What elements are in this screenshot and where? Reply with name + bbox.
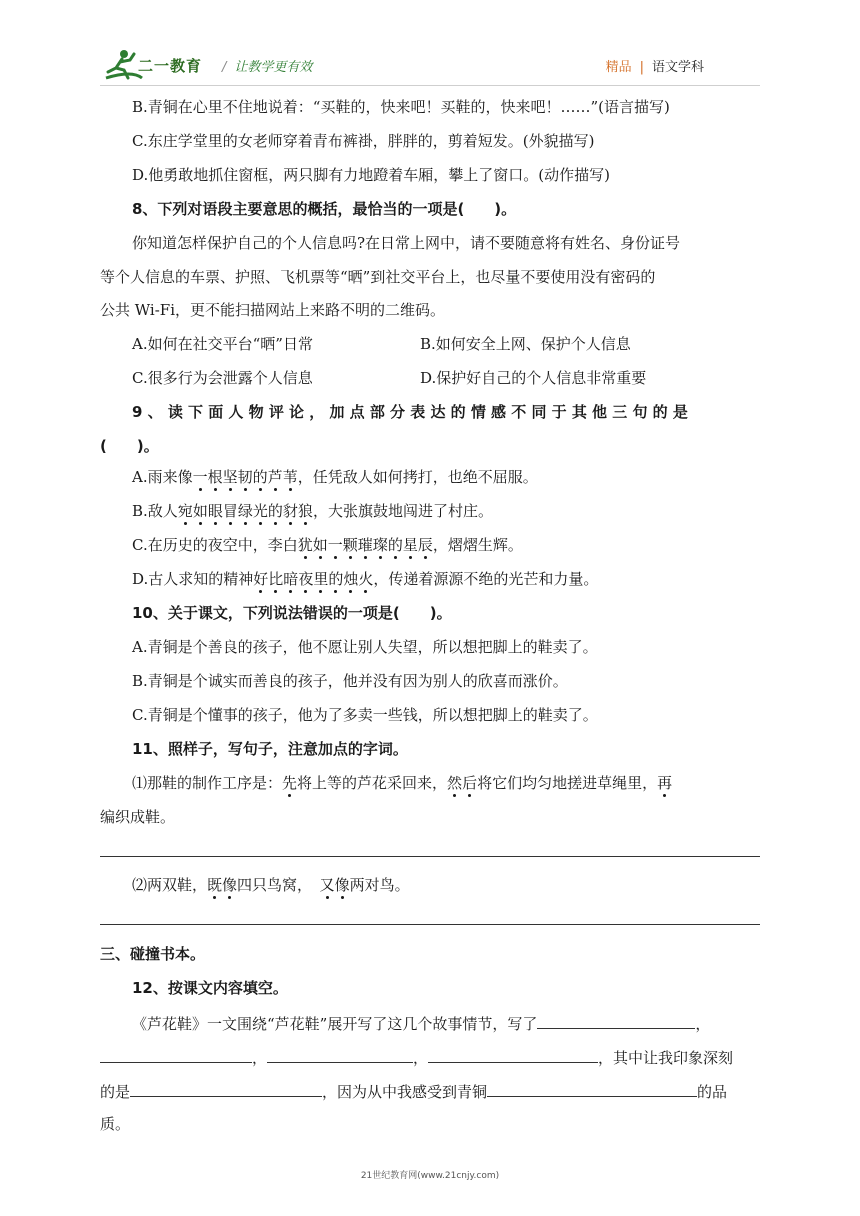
dotted-char: 光 [252, 502, 268, 520]
fill-blank-6[interactable] [487, 1080, 697, 1097]
q8-option-b: B.如何安全上网、保护个人信息 [420, 335, 631, 353]
dotted-word [282, 774, 297, 792]
header-divider [100, 85, 760, 86]
q8-option-a: A.如何在社交平台“晒”日常 [132, 335, 313, 353]
q9-option-d: D.古人求知的精神好比暗夜里的烛火，传递着源源不绝的光芒和力量。 [132, 570, 599, 588]
q12-line-4: 质。 [100, 1115, 131, 1133]
dotted-char: 烛 [343, 570, 359, 588]
quality-label: 精品 [605, 60, 632, 75]
dotted-char: 绿 [237, 502, 253, 520]
dotted-char: 既 [207, 876, 223, 894]
dotted-char: 璨 [372, 536, 388, 554]
dotted-char: 的 [252, 468, 268, 486]
dotted-char: 根 [207, 468, 223, 486]
dotted-char: 豺 [282, 502, 298, 520]
q7-option-b: B.青铜在心里不住地说着：“买鞋的，快来吧！买鞋的，快来吧！……”(语言描写) [132, 98, 670, 116]
q8-passage-line-2: 等个人信息的车票、护照、飞机票等“晒”到社交平台上，也尽量不要使用没有密码的 [100, 268, 656, 286]
q11-sentence-2: ⑵两双鞋，既像四只鸟窝， 又像两对鸟。 [132, 876, 410, 894]
dotted-word [320, 876, 350, 894]
dotted-char: 的 [328, 570, 344, 588]
dotted-char: 的 [387, 536, 403, 554]
dotted-char: 狼 [297, 502, 313, 520]
dotted-char: 后 [462, 774, 478, 792]
header-slogan: / 让教学更有效 [222, 60, 313, 75]
q8-passage-line-3: 公共 Wi-Fi，更不能扫描网站上来路不明的二维码。 [100, 301, 445, 319]
page-footer: 21世纪教育网(www.21cnjy.com) [360, 1171, 500, 1181]
dotted-word [207, 876, 237, 894]
q8-option-d: D.保护好自己的个人信息非常重要 [420, 369, 647, 387]
q10-option-c: C.青铜是个懂事的孩子，他为了多卖一些钱，所以想把脚上的鞋卖了。 [132, 706, 598, 724]
dotted-char: 火 [358, 570, 374, 588]
dotted-word [657, 774, 672, 792]
dotted-char: 如 [312, 536, 328, 554]
dotted-char: 夜 [298, 570, 314, 588]
header-subject: 精品 | 语文学科 [605, 60, 704, 75]
q11-answer-line-1[interactable] [100, 856, 760, 857]
q9-option-a: A.雨来像一根坚韧的芦苇，任凭敌人如何拷打，也绝不屈服。 [132, 468, 538, 486]
dotted-char: 辰 [417, 536, 433, 554]
logo-text: 二一教育 [138, 57, 203, 75]
fill-blank-1[interactable] [537, 1012, 695, 1029]
dotted-char: 像 [222, 876, 238, 894]
q9-option-c: C.在历史的夜空中，李白犹如一颗璀璨的星辰，熠熠生辉。 [132, 536, 523, 554]
dotted-char: 坚 [222, 468, 238, 486]
q12-line-2: ， ， ，其中让我印象深刻 [100, 1046, 733, 1068]
q7-option-d: D.他勇敢地抓住窗框，两只脚有力地蹬着车厢，攀上了窗口。(动作描写) [132, 166, 610, 184]
dotted-char: 再 [657, 774, 673, 792]
dotted-char: 好 [253, 570, 269, 588]
dotted-char: 一 [192, 468, 208, 486]
dotted-char: 的 [267, 502, 283, 520]
dotted-char: 然 [447, 774, 463, 792]
dotted-char: 一 [327, 536, 343, 554]
fill-blank-2[interactable] [100, 1046, 252, 1063]
dotted-char: 韧 [237, 468, 253, 486]
dotted-char: 璀 [357, 536, 373, 554]
fill-blank-4[interactable] [428, 1046, 598, 1063]
q10-title: 10、关于课文，下列说法错误的一项是( )。 [132, 604, 452, 622]
dotted-phrase [193, 468, 298, 486]
q9-option-b: B.敌人宛如眼冒绿光的豺狼，大张旗鼓地闯进了村庄。 [132, 502, 493, 520]
fill-blank-3[interactable] [267, 1046, 413, 1063]
q12-line-1: 《芦花鞋》一文围绕“芦花鞋”展开写了这几个故事情节，写了 ， [132, 1012, 710, 1034]
dotted-char: 眼 [207, 502, 223, 520]
q11-title: 11、照样子，写句子，注意加点的字词。 [132, 740, 408, 758]
page-header [100, 46, 760, 86]
dotted-char: 犹 [297, 536, 313, 554]
dotted-char: 先 [282, 774, 298, 792]
dotted-char: 颗 [342, 536, 358, 554]
dotted-char: 宛 [177, 502, 193, 520]
q10-option-b: B.青铜是个诚实而善良的孩子，他并没有因为别人的欣喜而涨价。 [132, 672, 568, 690]
q12-line-3: 的是 ，因为从中我感受到青铜 的品 [100, 1080, 727, 1102]
q10-option-a: A.青铜是个善良的孩子，他不愿让别人失望，所以想把脚上的鞋卖了。 [132, 638, 598, 656]
subject-label: 语文学科 [651, 60, 704, 75]
dotted-char: 像 [334, 876, 350, 894]
q9-title-line-1: 9、读下面人物评论，加点部分表达的情感不同于其他三句的是 [132, 403, 694, 421]
q8-option-c: C.很多行为会泄露个人信息 [132, 369, 313, 387]
q7-option-c: C.东庄学堂里的女老师穿着青布裤褂，胖胖的，剪着短发。(外貌描写) [132, 132, 595, 150]
dotted-phrase [178, 502, 313, 520]
dotted-char: 冒 [222, 502, 238, 520]
q12-title: 12、按课文内容填空。 [132, 979, 288, 997]
fill-blank-5[interactable] [130, 1080, 322, 1097]
dotted-char: 暗 [283, 570, 299, 588]
dotted-char: 芦 [267, 468, 283, 486]
q11-sentence-1: ⑴那鞋的制作工序是：先将上等的芦花采回来，然后将它们均匀地搓进草绳里，再 [132, 774, 673, 792]
section-3-title: 三、碰撞书本。 [100, 945, 206, 963]
dotted-char: 星 [402, 536, 418, 554]
dotted-word [447, 774, 477, 792]
q11-sentence-1-cont: 编织成鞋。 [100, 808, 176, 826]
q11-answer-line-2[interactable] [100, 924, 760, 925]
dotted-char: 苇 [282, 468, 298, 486]
dotted-phrase [298, 536, 433, 554]
dotted-char: 比 [268, 570, 284, 588]
q9-title-line-2: ( )。 [100, 437, 159, 455]
q8-title: 8、下列对语段主要意思的概括，最恰当的一项是( )。 [132, 200, 517, 218]
dotted-phrase [253, 570, 373, 588]
dotted-char: 又 [319, 876, 335, 894]
dotted-char: 如 [192, 502, 208, 520]
dotted-char: 里 [313, 570, 329, 588]
q8-passage-line-1: 你知道怎样保护自己的个人信息吗?在日常上网中，请不要随意将有姓名、身份证号 [132, 234, 681, 252]
